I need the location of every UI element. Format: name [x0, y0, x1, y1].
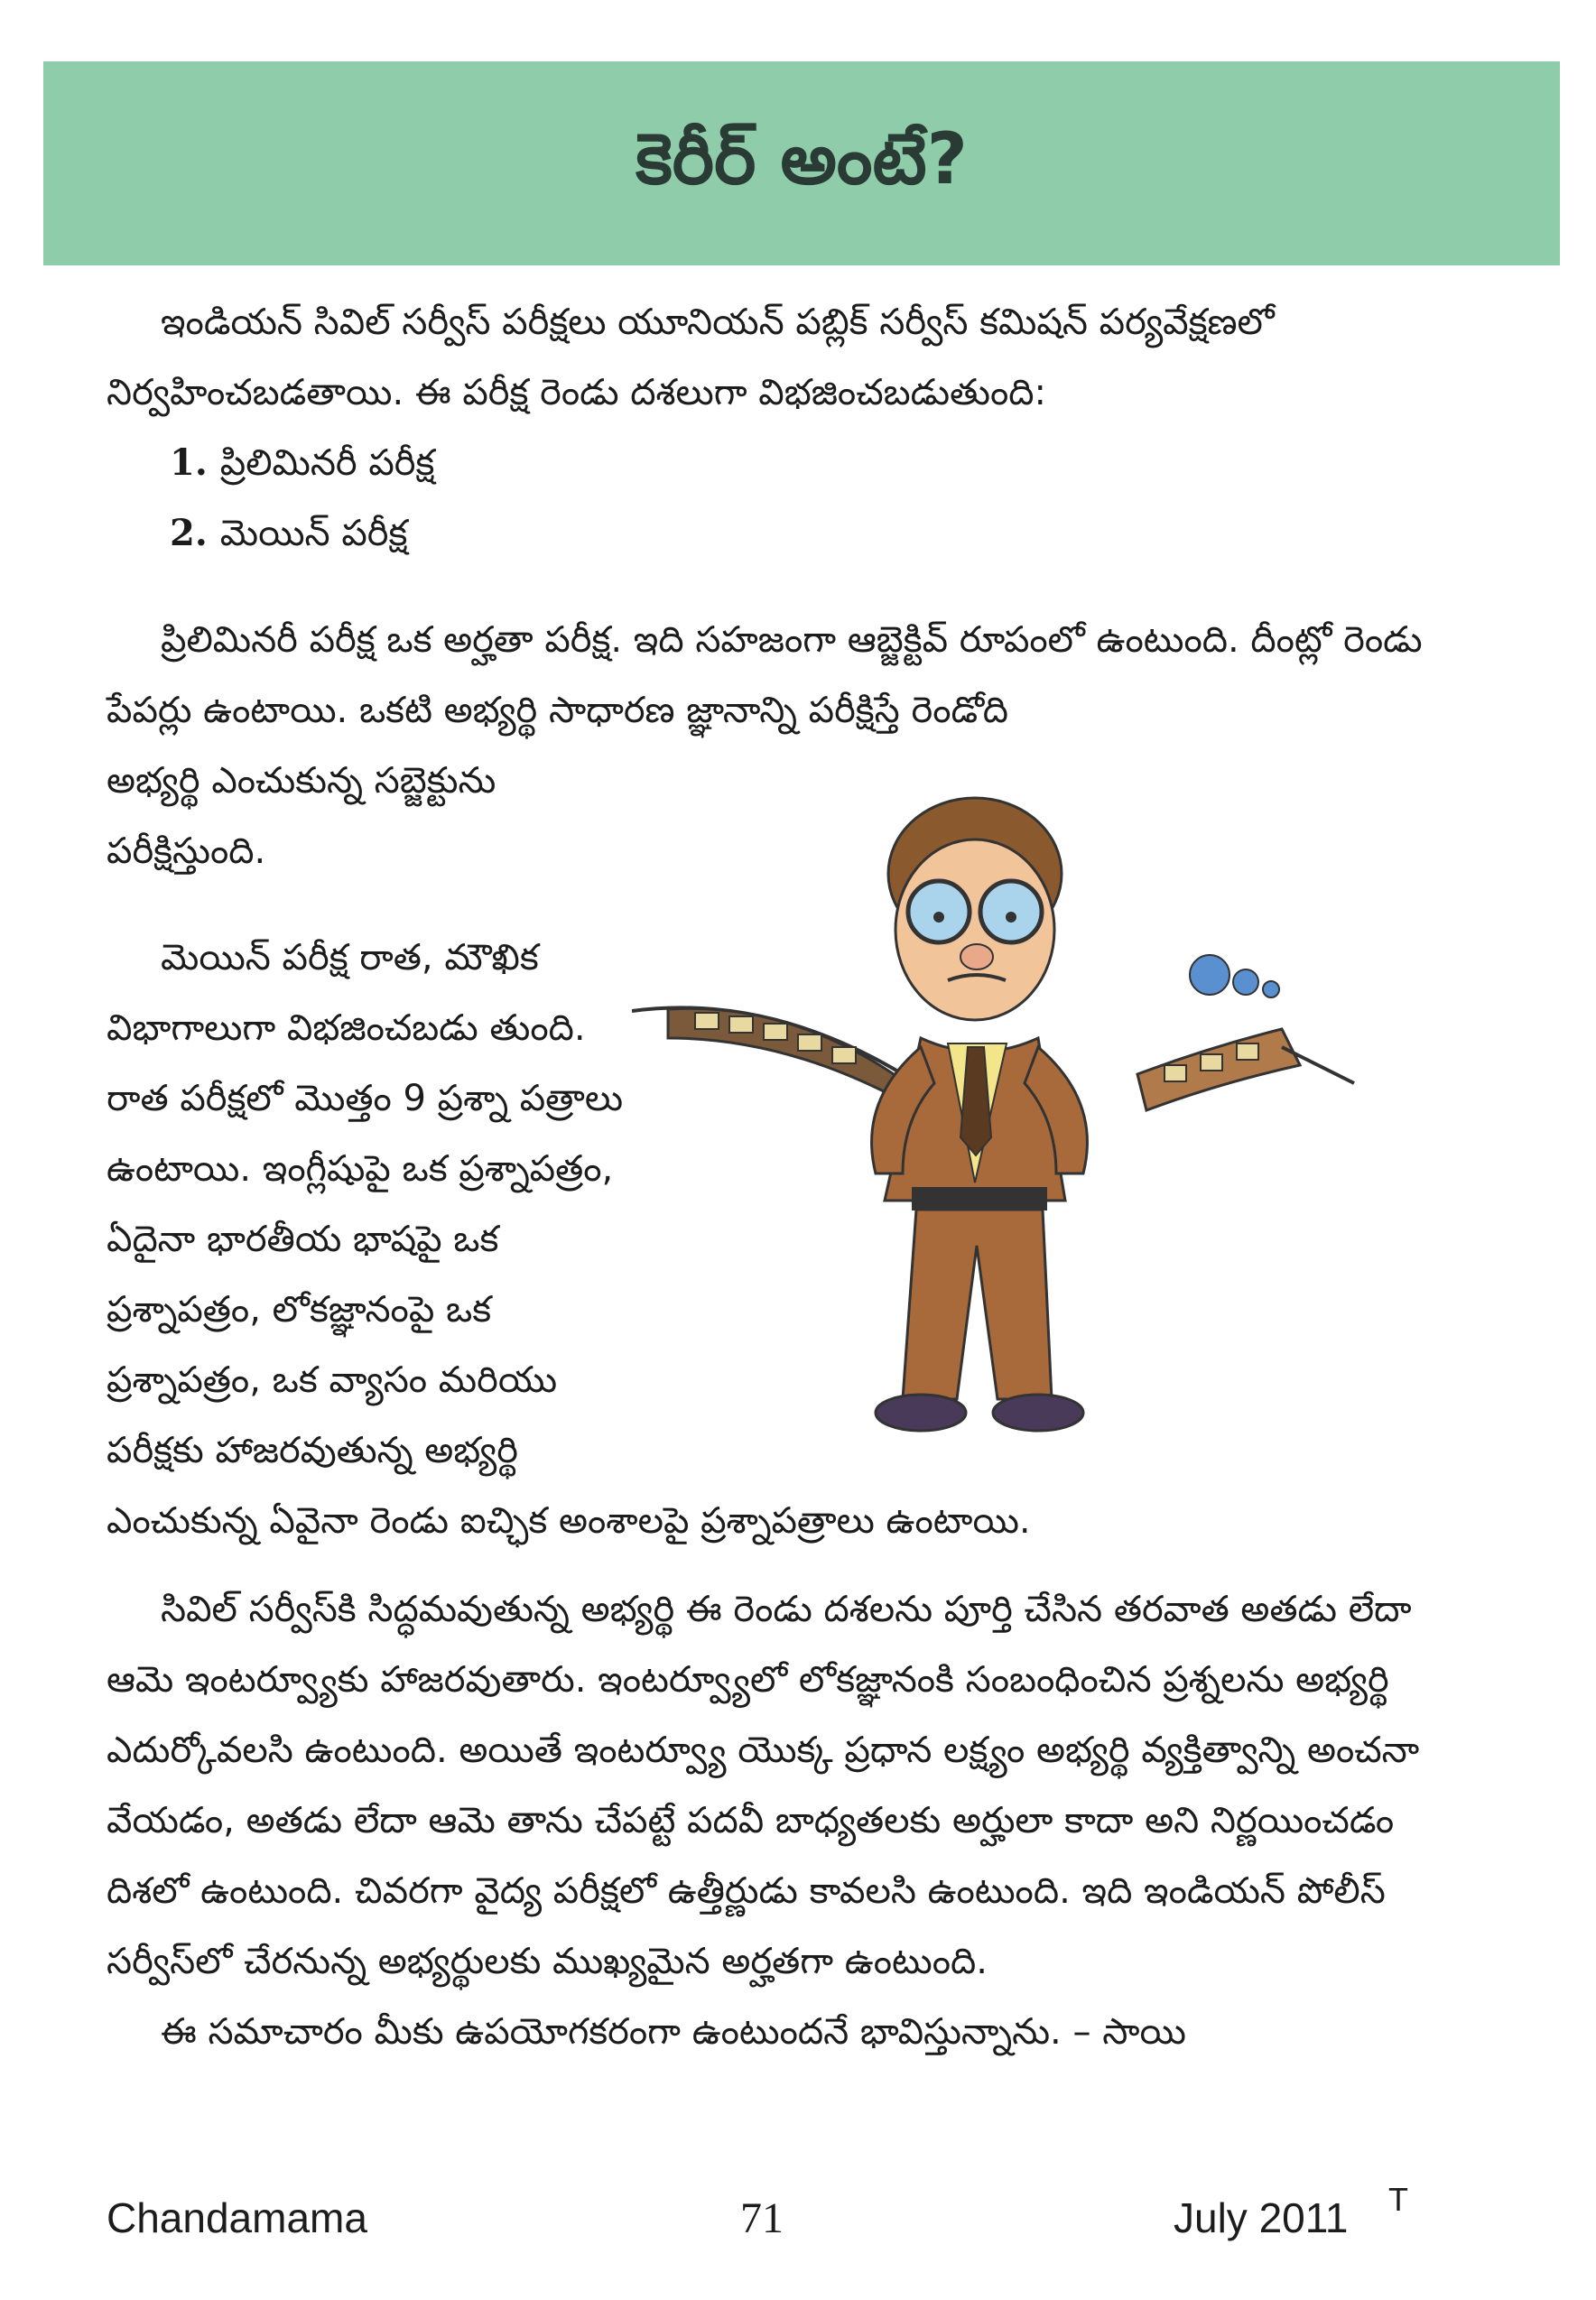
paragraph-prelims: ప్రిలిమినరీ పరీక్ష ఒక అర్హతా పరీక్ష. ఇది సహజంగా ఆబ్జెక్టివ్ రూపంలో ఉంటుంది. దీంట్లో రెండు పేపర్లు ఉంటాయి. ఒకటి అభ్యర్థి సాధారణ జ్ఞానాన్ని పరీక్షిస్తే రెండోది [107, 619, 1423, 731]
article-title: కెరీర్ అంటే? [636, 118, 968, 200]
page-number: 71 [740, 2194, 784, 2242]
paragraph-intro: ఇండియన్ సివిల్ సర్వీస్ పరీక్షలు యూనియన్ పబ్లిక్ సర్వీస్ కమిషన్ పర్యవేక్షణలో నిర్వహించబడతాయి. ఈ పరీక్ష రెండు దశలుగా విభజించబడుతుంది: [107, 301, 1275, 413]
title-banner [43, 61, 1560, 265]
paragraph-closing: ఈ సమాచారం మీకు ఉపయోగకరంగా ఉంటుందనే భావిస్తున్నాను. – సాయి [161, 2011, 1186, 2053]
paragraph-mains-continued: ఎంచుకున్న ఏవైనా రెండు ఐచ్ఛిక అంశాలపై ప్రశ్నాపత్రాలు ఉంటాయి. [107, 1500, 1031, 1542]
exam-stages-list [107, 428, 1424, 569]
issue-date: July 2011 [1174, 2194, 1349, 2241]
list-text: మెయిన్ పరీక్ష [219, 513, 408, 554]
list-item [107, 428, 1424, 498]
page-mark: T [1388, 2181, 1408, 2218]
paragraph-mains: మెయిన్ పరీక్ష రాత, మౌఖిక విభాగాలుగా విభజించబడు తుంది. రాత పరీక్షలో మొత్తం 9 ప్రశ్నా పత్రాలు ఉంటాయి. ఇంగ్లీషుపై ఒక ప్రశ్నాపత్రం, ఏదైనా భారతీయ భాషపై ఒక ప్రశ్నాపత్రం, లోకజ్ఞానంపై ఒక ప్రశ్నాపత్రం, ఒక వ్యాసం మరియు పరీక్షకు హాజరవుతున్న అభ్యర్థి [107, 937, 624, 1471]
list-text: ప్రిలిమినరీ పరీక్ష [219, 442, 435, 484]
list-number: 1. [170, 441, 208, 484]
paragraph-prelims-continued: అభ్యర్థి ఎంచుకున్న సబ్జెక్టును పరీక్షిస్తుంది. [107, 760, 496, 872]
paragraph-interview: సివిల్ సర్వీస్‌కి సిద్ధమవుతున్న అభ్యర్థి ఈ రెండు దశలను పూర్తి చేసిన తరవాత అతడు లేదా ఆమె ఇంటర్వ్యూకు హాజరవుతారు. ఇంటర్వ్యూలో లోకజ్ఞానంకి సంబంధించిన ప్రశ్నలను అభ్యర్థి ఎదుర్కోవలసి ఉంటుంది. అయితే ఇంటర్వ్యూ యొక్క ప్రధాన లక్ష్యం అభ్యర్థి వ్యక్తిత్వాన్ని అంచనా వేయడం, అతడు లేదా ఆమె తాను చేపట్టే పదవీ బాధ్యతలకు అర్హులా కాదా అని నిర్ణయించడం దిశలో ఉంటుంది. చివరగా వైద్య పరీక్షలో ఉత్తీర్ణుడు కావలసి ఉంటుంది. ఇది ఇండియన్ పోలీస్ సర్వీస్‌లో చేరనున్న అభ్యర్థులకు ముఖ్యమైన అర్హతగా ఉంటుంది. [107, 1589, 1420, 1982]
cartoon-man-illustration [632, 776, 1408, 1462]
list-number: 2. [170, 512, 208, 554]
list-item [107, 498, 1424, 569]
page-footer [0, 2181, 1596, 2257]
man-figure [872, 798, 1088, 1431]
magazine-name: Chandamama [107, 2194, 367, 2241]
